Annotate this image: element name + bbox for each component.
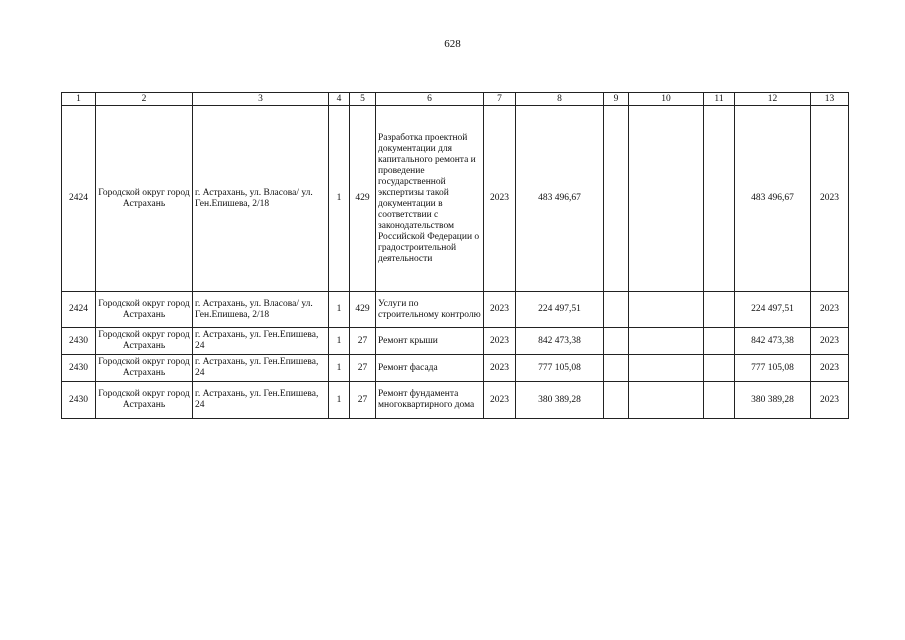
- cell-col9: [604, 328, 629, 355]
- column-header: 5: [350, 93, 376, 106]
- cell-col9: [604, 292, 629, 328]
- cell-col5: 429: [350, 106, 376, 292]
- cell-total: 777 105,08: [735, 355, 811, 382]
- cell-municipality: Городской округ город Астрахань: [96, 292, 193, 328]
- cell-col4: 1: [329, 292, 350, 328]
- cell-col11: [704, 355, 735, 382]
- cell-municipality: Городской округ город Астрахань: [96, 106, 193, 292]
- cell-col4: 1: [329, 382, 350, 419]
- cell-end-year: 2023: [811, 355, 849, 382]
- cell-col11: [704, 106, 735, 292]
- cell-col9: [604, 382, 629, 419]
- cell-year: 2023: [484, 328, 516, 355]
- cell-address: г. Астрахань, ул. Ген.Епишева, 24: [193, 355, 329, 382]
- cell-cost: 483 496,67: [516, 106, 604, 292]
- cell-col10: [629, 355, 704, 382]
- column-header: 1: [62, 93, 96, 106]
- column-header: 3: [193, 93, 329, 106]
- cell-municipality: Городской округ город Астрахань: [96, 328, 193, 355]
- cell-col9: [604, 106, 629, 292]
- cell-end-year: 2023: [811, 106, 849, 292]
- cell-col11: [704, 328, 735, 355]
- column-header: 10: [629, 93, 704, 106]
- column-header: 2: [96, 93, 193, 106]
- table-row: [62, 106, 849, 292]
- header-row: [62, 93, 849, 106]
- cell-address: г. Астрахань, ул. Власова/ ул. Ген.Епишева, 2/18: [193, 106, 329, 292]
- cell-col4: 1: [329, 106, 350, 292]
- cell-total: 483 496,67: [735, 106, 811, 292]
- cell-total: 842 473,38: [735, 328, 811, 355]
- cell-work-type: Ремонт фундамента многоквартирного дома: [376, 382, 484, 419]
- cell-cost: 380 389,28: [516, 382, 604, 419]
- cell-address: г. Астрахань, ул. Ген.Епишева, 24: [193, 382, 329, 419]
- column-header: 7: [484, 93, 516, 106]
- cell-col4: 1: [329, 355, 350, 382]
- page-number: 628: [444, 38, 461, 50]
- cell-year: 2023: [484, 355, 516, 382]
- column-header: 11: [704, 93, 735, 106]
- cell-work-type: Ремонт фасада: [376, 355, 484, 382]
- cell-work-type: Услуги по строительному контролю: [376, 292, 484, 328]
- cell-col11: [704, 382, 735, 419]
- cell-end-year: 2023: [811, 292, 849, 328]
- cell-col4: 1: [329, 328, 350, 355]
- column-header: 12: [735, 93, 811, 106]
- column-header: 13: [811, 93, 849, 106]
- column-header: 9: [604, 93, 629, 106]
- cell-year: 2023: [484, 106, 516, 292]
- cell-cost: 224 497,51: [516, 292, 604, 328]
- cell-id: 2430: [62, 355, 96, 382]
- cell-col10: [629, 382, 704, 419]
- cell-end-year: 2023: [811, 328, 849, 355]
- table-row: [62, 355, 849, 382]
- cell-col9: [604, 355, 629, 382]
- cell-address: г. Астрахань, ул. Ген.Епишева, 24: [193, 328, 329, 355]
- cell-work-type: Ремонт крыши: [376, 328, 484, 355]
- cell-cost: 777 105,08: [516, 355, 604, 382]
- column-header: 6: [376, 93, 484, 106]
- cell-year: 2023: [484, 382, 516, 419]
- cell-id: 2424: [62, 106, 96, 292]
- table-row: [62, 382, 849, 419]
- column-header: 4: [329, 93, 350, 106]
- column-header: 8: [516, 93, 604, 106]
- table-row: [62, 328, 849, 355]
- cell-municipality: Городской округ город Астрахань: [96, 382, 193, 419]
- cell-end-year: 2023: [811, 382, 849, 419]
- table-row: [62, 292, 849, 328]
- cell-col10: [629, 106, 704, 292]
- cell-year: 2023: [484, 292, 516, 328]
- cell-municipality: Городской округ город Астрахань: [96, 355, 193, 382]
- cell-total: 380 389,28: [735, 382, 811, 419]
- cell-col5: 429: [350, 292, 376, 328]
- cell-col11: [704, 292, 735, 328]
- cell-col5: 27: [350, 382, 376, 419]
- cell-total: 224 497,51: [735, 292, 811, 328]
- cell-address: г. Астрахань, ул. Власова/ ул. Ген.Епишева, 2/18: [193, 292, 329, 328]
- cell-col10: [629, 328, 704, 355]
- program-table: [61, 92, 849, 419]
- cell-id: 2430: [62, 382, 96, 419]
- cell-col10: [629, 292, 704, 328]
- cell-col5: 27: [350, 355, 376, 382]
- cell-work-type: Разработка проектной документации для капитального ремонта и проведение государственной экспертизы такой документации в соответствии с законодательством Российской Федерации о градостроительной деятельности: [376, 106, 484, 292]
- cell-cost: 842 473,38: [516, 328, 604, 355]
- cell-col5: 27: [350, 328, 376, 355]
- cell-id: 2424: [62, 292, 96, 328]
- cell-id: 2430: [62, 328, 96, 355]
